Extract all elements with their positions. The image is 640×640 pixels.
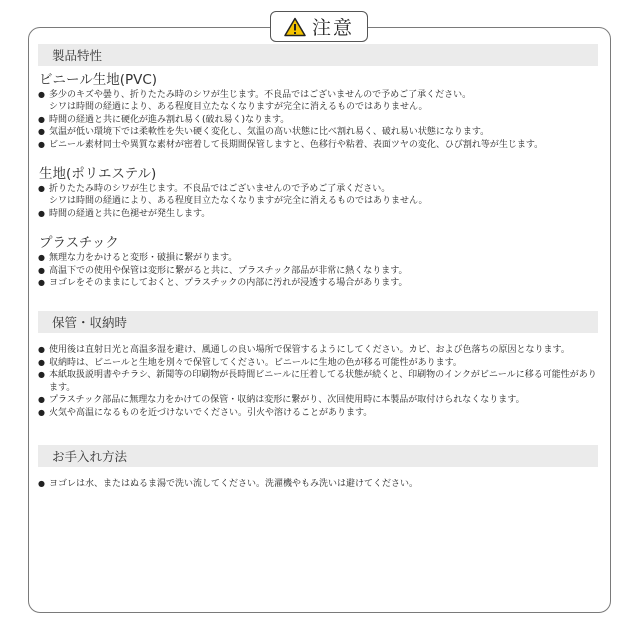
list-storage	[38, 344, 598, 418]
list-item: ● 折りたたみ時のシワが生じます。不良品ではございませんので予めご了承ください。	[38, 183, 598, 195]
notice-content	[38, 44, 598, 490]
list-item: ● 火気や高温になるものを近づけないでください。引火や溶けることがあります。	[38, 407, 598, 419]
group-title-polyester: 生地(ポリエステル)	[39, 166, 157, 183]
list-item: ● 気温が低い環境下では柔軟性を失い硬く変化し、気温の高い状態に比べ割れ易く、破れ易い状態になります。	[38, 126, 598, 138]
section-heading-product: 製品特性	[38, 44, 598, 66]
list-pvc	[38, 89, 598, 151]
list-item: ● 収納時は、ビニールと生地を別々で保管してください。ビニールに生地の色が移る可能性があります。	[38, 357, 598, 369]
list-item: ● 無理な力をかけると変形・破損に繋がります。	[38, 252, 598, 264]
list-item: ● ビニール素材同士や異質な素材が密着して長期間保管しますと、色移行や粘着、表面ツヤの変化、ひび割れ等が生じます。	[38, 139, 598, 151]
list-care	[38, 478, 598, 490]
notice-title: 注意	[311, 17, 354, 39]
group-title-pvc: ビニール生地(PVC)	[39, 72, 158, 88]
list-item: ● 使用後は直射日光と高温多湿を避け、風通しの良い場所で保管するようにしてください。カビ、および色落ちの原因となります。	[38, 344, 598, 356]
warning-icon	[284, 17, 306, 37]
list-item: ● 多少のキズや曇り、折りたたみ時のシワが生じます。不良品ではございませんので予めご了承ください。	[38, 89, 598, 101]
group-title-plastic: プラスチック	[39, 235, 119, 252]
list-item: ● 時間の経過と共に硬化が進み割れ易く(破れ易く)なります。	[38, 114, 598, 126]
list-item: シワは時間の経過により、ある程度目立たなくなりますが完全に消えるものではありません。	[49, 102, 428, 113]
list-plastic	[38, 252, 598, 289]
list-item: ● ヨゴレは水、またはぬるま湯で洗い流してください。洗濯機やもみ洗いは避けてください。	[38, 478, 598, 490]
list-item: シワは時間の経過により、ある程度目立たなくなりますが完全に消えるものではありません。	[49, 196, 428, 207]
section-heading-care: お手入れ方法	[38, 445, 598, 467]
list-item: ● ヨゴレをそのままにしておくと、プラスチックの内部に汚れが浸透する場合があります。	[38, 277, 598, 289]
list-item: ● 高温下での使用や保管は変形に繋がると共に、プラスチック部品が非常に熱くなります。	[38, 265, 598, 277]
notice-title-box	[270, 11, 368, 42]
list-item: ● 時間の経過と共に色褪せが発生します。	[38, 208, 598, 220]
list-item: ● プラスチック部品に無理な力をかけての保管・収納は変形に繋がり、次回使用時に本製品が取付けられなくなります。	[38, 394, 598, 406]
list-item: ● 本紙取扱説明書やチラシ、新聞等の印刷物が長時間ビニールに圧着してる状態が続くと、印刷物のインクがビニールに移る可能性があります。	[38, 369, 598, 394]
list-polyester	[38, 183, 598, 220]
section-heading-storage: 保管・収納時	[38, 311, 598, 333]
